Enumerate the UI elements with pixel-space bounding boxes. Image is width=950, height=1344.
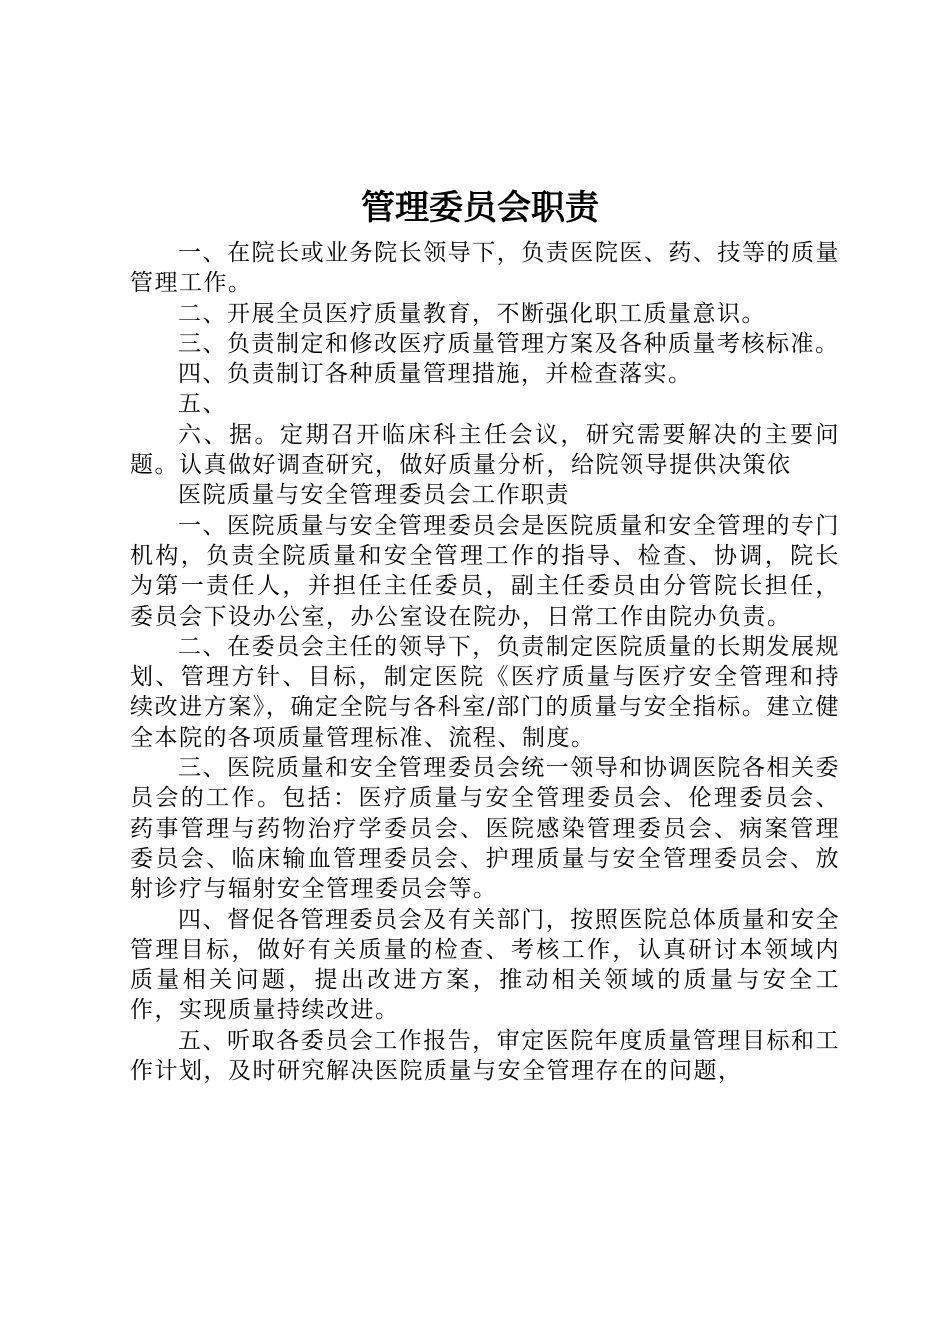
paragraph: 二、在委员会主任的领导下，负责制定医院质量的长期发展规划、管理方针、目标，制定医院《医疗质量与医疗安全管理和持续改进方案》，确定全院与各科室/部门的质量与安全指标。建立健全本院的各项质量管理标准、流程、制度。	[130, 633, 840, 751]
document-title: 管理委员会职责	[361, 188, 599, 228]
paragraph: 四、负责制订各种质量管理措施，并检查落实。	[178, 361, 693, 388]
paragraph: 五、	[178, 391, 227, 418]
section-heading: 医院质量与安全管理委员会工作职责	[178, 482, 570, 509]
paragraph: 一、医院质量与安全管理委员会是医院质量和安全管理的专门机构，负责全院质量和安全管理工作的指导、检查、协调，院长为第一责任人，并担任主任委员，副主任委员由分管院长担任，委员会下设办公室，办公室设在院办，日常工作由院办负责。	[130, 512, 840, 630]
paragraph: 六、据。定期召开临床科主任会议，研究需要解决的主要问题。认真做好调查研究，做好质量分析，给院领导提供决策依	[130, 421, 840, 479]
paragraph: 三、负责制定和修改医疗质量管理方案及各种质量考核标准。	[178, 330, 840, 357]
document-body	[130, 238, 840, 1086]
paragraph: 四、督促各管理委员会及有关部门，按照医院总体质量和安全管理目标，做好有关质量的检查、考核工作，认真研讨本领域内质量相关问题，提出改进方案，推动相关领域的质量与安全工作，实现质量持续改进。	[130, 906, 840, 1024]
paragraph: 三、医院质量和安全管理委员会统一领导和协调医院各相关委员会的工作。包括：医疗质量与安全管理委员会、伦理委员会、药事管理与药物治疗学委员会、医院感染管理委员会、病案管理委员会、临床输血管理委员会、护理质量与安全管理委员会、放射诊疗与辐射安全管理委员会等。	[130, 755, 840, 903]
paragraph: 一、在院长或业务院长领导下，负责医院医、药、技等的质量管理工作。	[130, 240, 840, 297]
paragraph: 二、开展全员医疗质量教育，不断强化职工质量意识。	[178, 300, 766, 327]
paragraph: 五、听取各委员会工作报告，审定医院年度质量管理目标和工作计划，及时研究解决医院质量与安全管理存在的问题，	[130, 1027, 840, 1085]
